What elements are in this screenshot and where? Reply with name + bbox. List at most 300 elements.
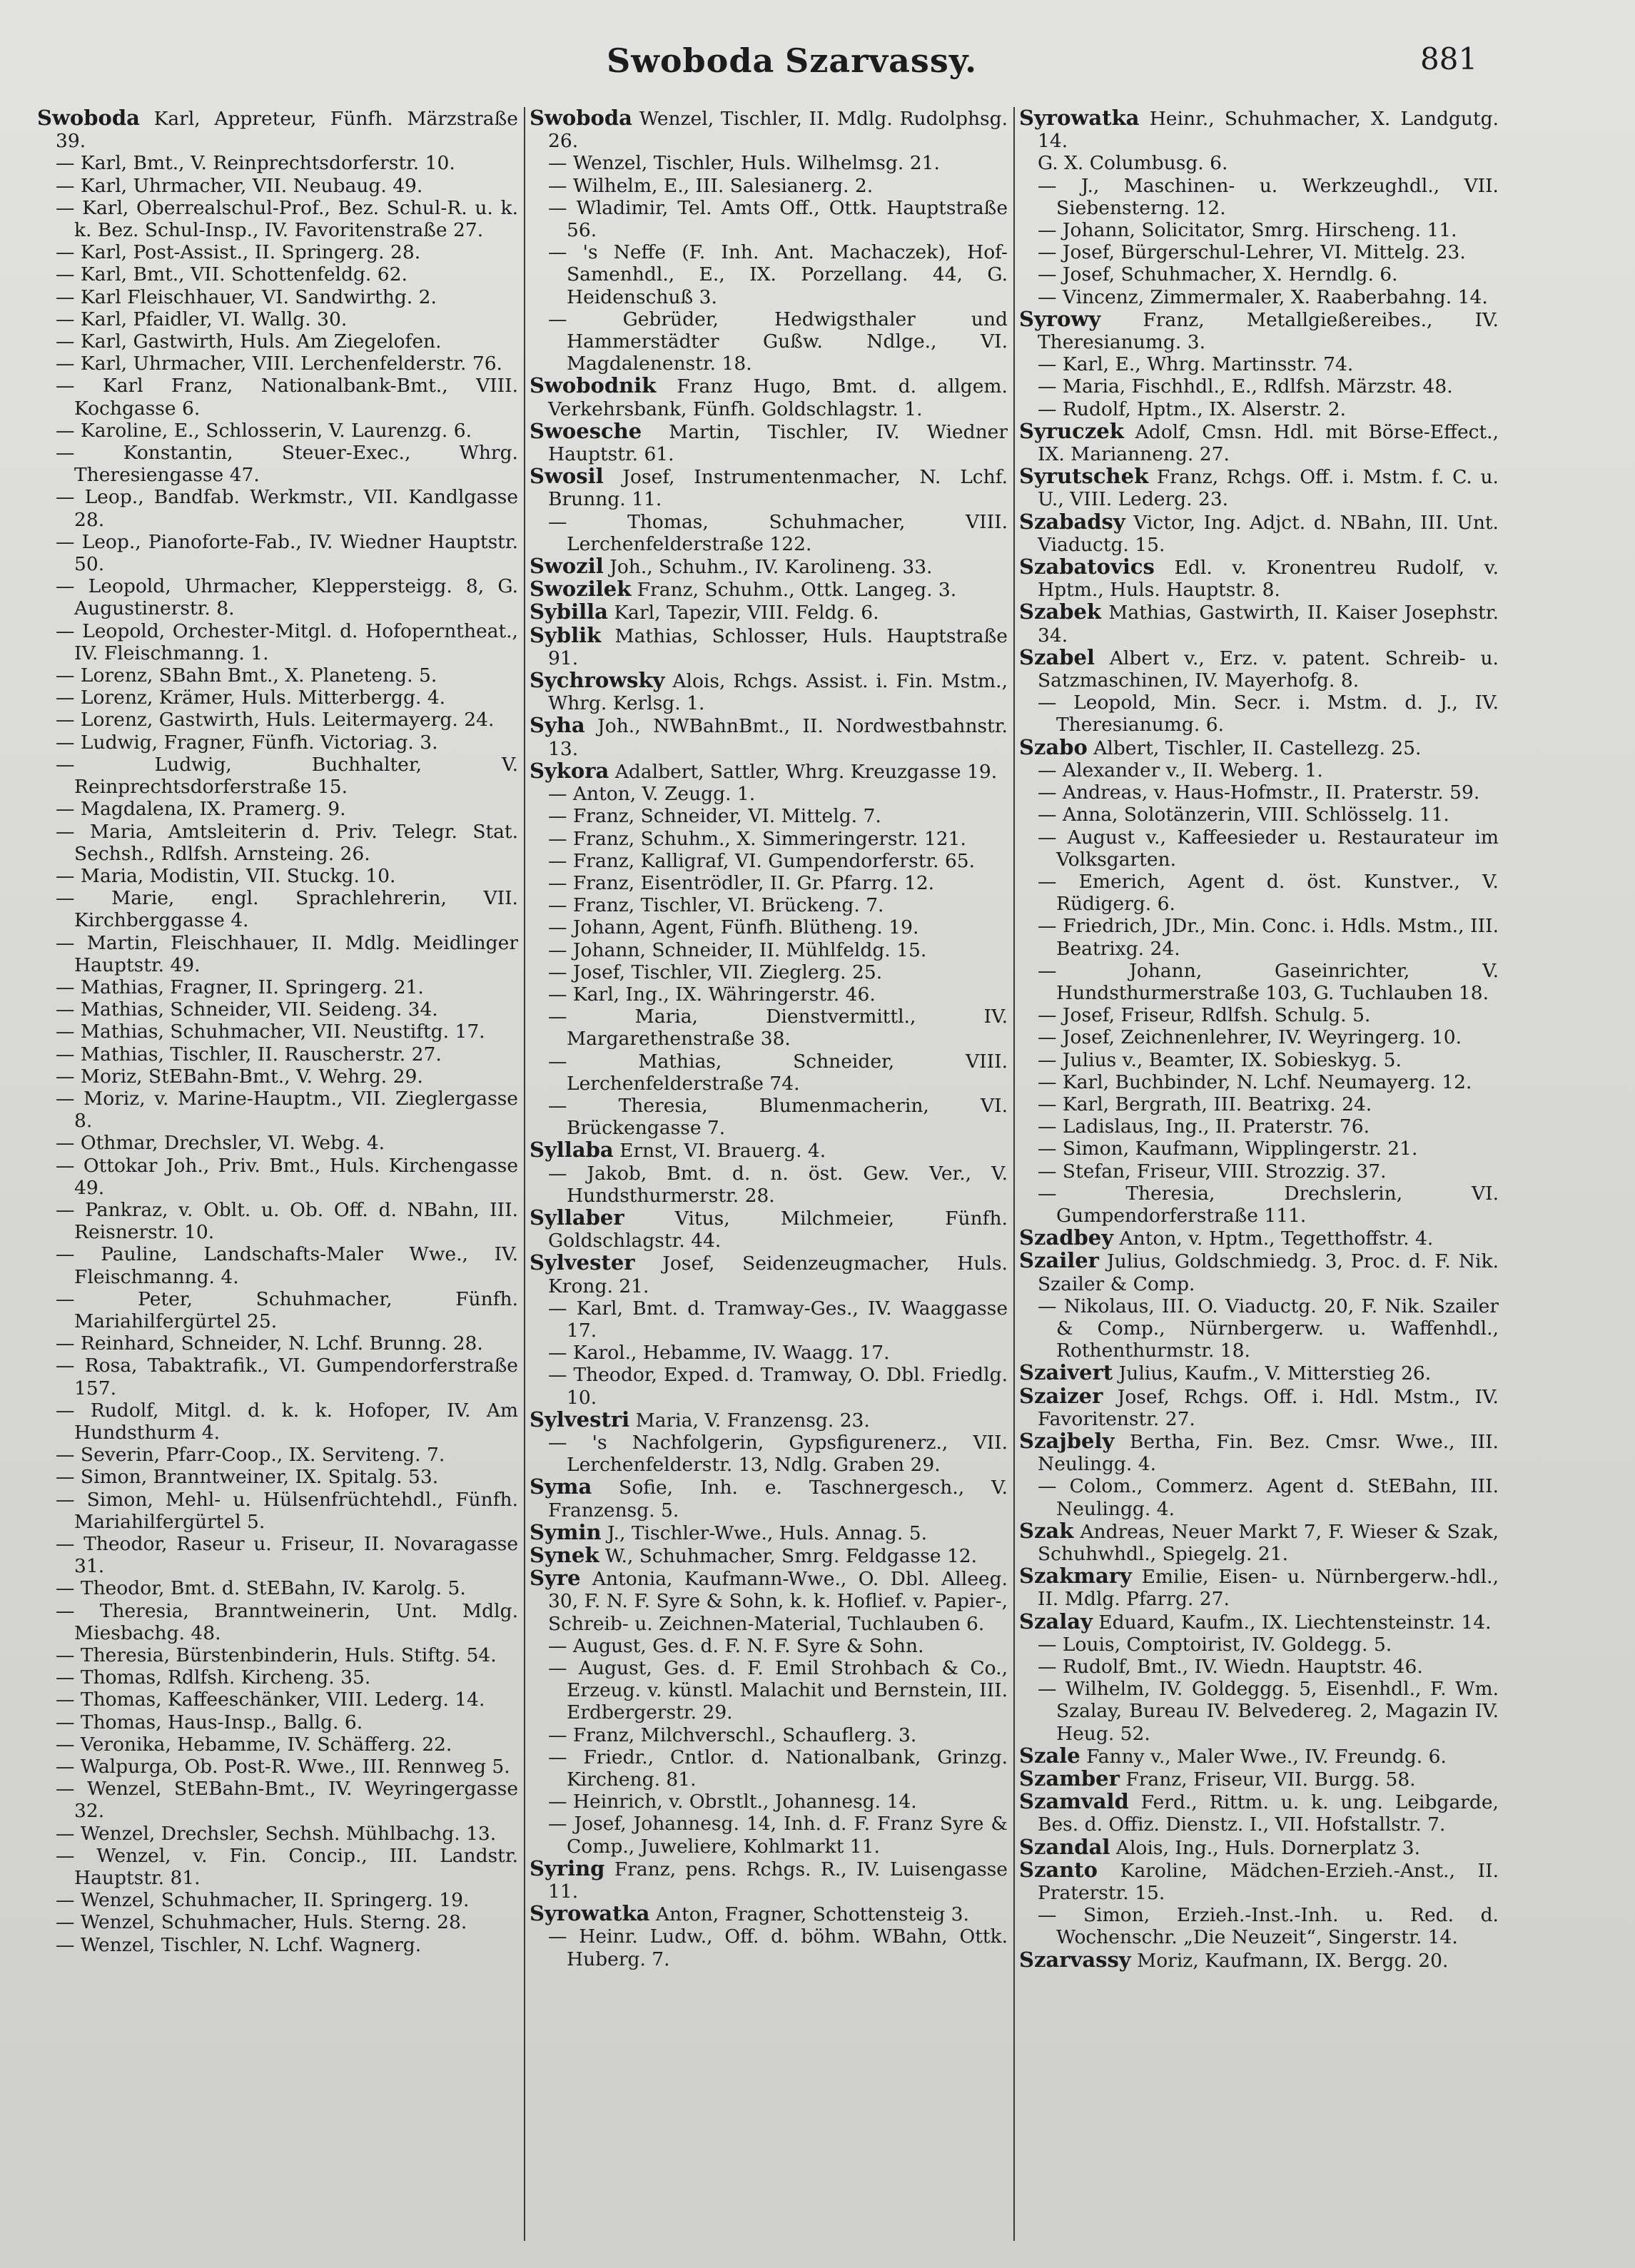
directory-entry [530, 1519, 1008, 1544]
directory-entry [1019, 1183, 1499, 1227]
entry-text: Alois, Rchgs. Assist. i. Fin. Mstm., Whrg. Kerlsg. 1. [548, 670, 1008, 715]
entry-surname: Syre [530, 1566, 581, 1591]
directory-entry [1019, 241, 1499, 263]
directory-entry [530, 420, 1008, 465]
entry-text: Antonia, Kaufmann-Wwe., O. Dbl. Alleeg. 30, F. N. F. Syre & Sohn, k. k. Hoflief. v. Papier-, Schreib- u. Zeichnen-Material, Tuchlauben 6. [548, 1568, 1008, 1635]
entry-text: — Heinr. Ludw., Off. d. böhm. WBahn, Ottk. Huberg. 7. [548, 1925, 1008, 1970]
directory-entry [1019, 465, 1499, 510]
entry-text: Franz, Metallgießereibes., IV. Theresianumg. 3. [1038, 308, 1499, 354]
directory-entry [530, 1925, 1008, 1970]
directory-entry [530, 872, 1008, 894]
entry-text: — Lorenz, Gastwirth, Huls. Leitermayerg. 24. [56, 709, 495, 731]
directory-entry [37, 531, 518, 575]
entry-surname: Swobodnik [530, 373, 657, 398]
entry-text: — Heinrich, v. Obrstlt., Johannesg. 14. [548, 1791, 917, 1813]
entry-surname: Sychrowsky [530, 668, 665, 693]
directory-entry [1019, 308, 1499, 353]
entry-text: Josef, Instrumentenmacher, N. Lchf. Brunng. 11. [548, 466, 1008, 511]
entry-surname: Syrowatka [1019, 107, 1140, 130]
entry-text: — Mathias, Fragner, II. Springerg. 21. [56, 976, 424, 998]
entry-text: — Johann, Schneider, II. Mühlfeldg. 15. [548, 938, 927, 961]
directory-entry [530, 783, 1008, 805]
entry-text: — Stefan, Friseur, VIII. Strozzig. 37. [1038, 1160, 1387, 1183]
entry-text: — Mathias, Tischler, II. Rauscherstr. 27. [56, 1043, 442, 1065]
entry-surname: Szadbey [1019, 1225, 1114, 1250]
directory-entry [1019, 511, 1499, 556]
entry-text: — August, Ges. d. F. Emil Strohbach & Co., Erzeug. v. künstl. Malachit und Bernstein, III. Erdbergerstr. 29. [548, 1657, 1008, 1724]
entry-text: — Karl, Gastwirth, Huls. Am Ziegelofen. [56, 330, 442, 353]
entry-text: — Karl, Bergrath, III. Beatrixg. 24. [1038, 1093, 1372, 1115]
entry-text: — Ludwig, Buchhalter, V. Reinprechtsdorferstraße 15. [56, 753, 518, 799]
directory-entry [530, 107, 1008, 152]
directory-entry [1019, 1026, 1499, 1048]
column-divider [1013, 107, 1015, 2241]
entry-text: Moriz, Kaufmann, IX. Bergg. 20. [1137, 1949, 1449, 1972]
directory-entry [1019, 398, 1499, 420]
entry-text: — Josef, Bürgerschul-Lehrer, VI. Mittelg. 23. [1038, 241, 1466, 264]
entry-surname: Szandal [1019, 1834, 1110, 1859]
directory-entry [530, 1163, 1008, 1207]
entry-text: — Franz, Milchverschl., Schauflerg. 3. [548, 1723, 917, 1746]
entry-text: — Marie, engl. Sprachlehrerin, VII. Kirchberggasse 4. [56, 887, 518, 932]
entry-text: — Josef, Zeichnenlehrer, IV. Weyringerg. 10. [1038, 1026, 1462, 1049]
directory-entry [1019, 692, 1499, 736]
entry-text: — Anna, Solotänzerin, VIII. Schlösselg. 11. [1038, 804, 1449, 826]
directory-entry [37, 664, 518, 687]
directory-entry [37, 486, 518, 530]
entry-text: Franz, Rchgs. Off. i. Mstm. f. C. u. U., VIII. Lederg. 23. [1038, 466, 1499, 511]
directory-entry [1019, 1745, 1499, 1768]
entry-text: — Wenzel, StEBahn-Bmt., IV. Weyringergasse 32. [56, 1778, 518, 1823]
directory-entry [530, 1476, 1008, 1521]
entry-text: Adalbert, Sattler, Whrg. Kreuzgasse 19. [614, 760, 998, 783]
directory-entry [530, 1544, 1008, 1567]
entry-text: — Leop., Pianoforte-Fab., IV. Wiedner Hauptstr. 50. [56, 530, 518, 576]
directory-entry [530, 1567, 1008, 1635]
entry-text: — Andreas, v. Haus-Hofmstr., II. Praterstr. 59. [1038, 781, 1480, 804]
directory-entry [530, 894, 1008, 916]
directory-entry [37, 887, 518, 931]
entry-text: — Theodor, Bmt. d. StEBahn, IV. Karolg. 5. [56, 1577, 466, 1600]
entry-text: Josef, Seidenzeugmacher, Huls. Krong. 21. [548, 1252, 1008, 1297]
directory-entry [1019, 1768, 1499, 1791]
directory-entry [1019, 1678, 1499, 1745]
entry-text: — Karl, Ing., IX. Währingerstr. 46. [548, 983, 876, 1006]
directory-entry [1019, 601, 1499, 646]
directory-entry [530, 578, 1008, 601]
entry-text: Emilie, Eisen- u. Nürnbergerw.-hdl., II. Mdlg. Pfarrg. 27. [1038, 1566, 1499, 1611]
entry-text: Andreas, Neuer Markt 7, F. Wieser & Szak, Schuhwhdl., Spiegelg. 21. [1038, 1520, 1499, 1565]
directory-entry [1019, 915, 1499, 959]
directory-entry [530, 1252, 1008, 1297]
directory-entry [37, 1466, 518, 1488]
directory-entry [37, 375, 518, 419]
entry-text: — Maria, Dienstvermittl., IV. Margarethenstraße 38. [548, 1006, 1008, 1051]
directory-entry [37, 241, 518, 263]
directory-entry [530, 1006, 1008, 1050]
entry-text: — August, Ges. d. F. N. F. Syre & Sohn. [548, 1634, 924, 1657]
entry-text: Sofie, Inh. e. Taschnergesch., V. Franzensg. 5. [548, 1477, 1008, 1522]
entry-surname: Syllaber [530, 1205, 624, 1230]
entry-text: Fanny v., Maler Wwe., IV. Freundg. 6. [1086, 1745, 1447, 1768]
directory-entry [37, 754, 518, 798]
entry-text: Albert, Tischler, II. Castellezg. 25. [1093, 736, 1422, 759]
directory-entry [530, 1813, 1008, 1857]
directory-entry [1019, 1836, 1499, 1859]
directory-entry [530, 465, 1008, 510]
directory-entry [1019, 1904, 1499, 1948]
entry-text: — Friedr., Cntlor. d. Nationalbank, Grinzg. Kircheng. 81. [548, 1746, 1008, 1791]
entry-surname: Szale [1019, 1743, 1080, 1768]
directory-entry [37, 821, 518, 865]
entry-text: — Maria, Amtsleiterin d. Priv. Telegr. Stat. Sechsh., Rdlfsh. Arnsteing. 26. [56, 820, 518, 865]
directory-entry [530, 961, 1008, 983]
directory-entry [37, 1711, 518, 1733]
entry-text: Josef, Rchgs. Off. i. Hdl. Mstm., IV. Favoritenstr. 27. [1038, 1385, 1499, 1430]
directory-entry [37, 1733, 518, 1756]
entry-text: J., Tischler-Wwe., Huls. Annag. 5. [607, 1522, 927, 1544]
entry-text: — Wladimir, Tel. Amts Off., Ottk. Hauptstraße 56. [548, 196, 1008, 242]
entry-surname: Symin [530, 1519, 602, 1544]
directory-entry [37, 1021, 518, 1043]
entry-text: — Josef, Friseur, Rdlfsh. Schulg. 5. [1038, 1004, 1371, 1027]
entry-text: — Peter, Schuhmacher, Fünfh. Mariahilfergürtel 25. [56, 1287, 518, 1332]
entry-text: Albert v., Erz. v. patent. Schreib- u. Satzmaschinen, IV. Mayerhofg. 8. [1038, 647, 1499, 692]
directory-entry [37, 1132, 518, 1154]
entry-text: — Franz, Schneider, VI. Mittelg. 7. [548, 805, 881, 828]
entry-text: — Josef, Johannesg. 14, Inh. d. F. Franz Syre & Comp., Juweliere, Kohlmarkt 11. [548, 1813, 1008, 1858]
entry-text: — Karl Fleischhauer, VI. Sandwirthg. 2. [56, 285, 437, 308]
entry-text: Karl, Tapezir, VIII. Feldg. 6. [614, 602, 879, 624]
entry-text: — Karl, Bmt., VII. Schottenfeldg. 62. [56, 263, 408, 286]
directory-entry [530, 1207, 1008, 1252]
directory-entry [1019, 1004, 1499, 1026]
entry-text: Ferd., Rittm. u. k. ung. Leibgarde, Bes. d. Offiz. Dienstz. I., VII. Hofstallstr. 7. [1038, 1791, 1499, 1836]
entry-text: Victor, Ing. Adjct. d. NBahn, III. Unt. Viaductg. 15. [1038, 511, 1499, 556]
entry-text: — Wenzel, Schuhmacher, Huls. Sterng. 28. [56, 1911, 467, 1934]
directory-entry [37, 1155, 518, 1199]
directory-entry [1019, 219, 1499, 241]
directory-entry [530, 1139, 1008, 1162]
entry-text: — Josef, Tischler, VII. Zieglerg. 25. [548, 961, 883, 983]
directory-entry [37, 286, 518, 308]
entry-surname: Syrowy [1019, 306, 1101, 331]
entry-surname: Synek [530, 1543, 599, 1567]
entry-text: — Ludwig, Fragner, Fünfh. Victoriag. 3. [56, 731, 438, 754]
entry-text: — Leopold, Orchester-Mitgl. d. Hofoperntheat., IV. Fleischmanng. 1. [56, 619, 518, 664]
entry-text: — Karl, Uhrmacher, VIII. Lerchenfelderstr. 76. [56, 353, 502, 375]
entry-text: — Theresia, Branntweinerin, Unt. Mdlg. Miesbachg. 48. [56, 1599, 518, 1644]
directory-entry [37, 1243, 518, 1287]
directory-entry [37, 1889, 518, 1911]
entry-text: — Thomas, Haus-Insp., Ballg. 6. [56, 1711, 363, 1733]
entry-text: — Leop., Bandfab. Werkmstr., VII. Kandlgasse 28. [56, 486, 518, 531]
entry-surname: Sylvestri [530, 1407, 630, 1432]
entry-text: — Ladislaus, Ing., II. Praterstr. 76. [1038, 1115, 1370, 1138]
directory-entry [530, 714, 1008, 759]
entry-text: Karoline, Mädchen-Erzieh.-Anst., II. Praterstr. 15. [1038, 1859, 1499, 1905]
entry-text: — Pauline, Landschafts-Maler Wwe., IV. Fleischmanng. 4. [56, 1243, 518, 1288]
entry-text: Anton, v. Hptm., Tegetthoffstr. 4. [1119, 1227, 1434, 1250]
entry-text: — Franz, Tischler, VI. Brückeng. 7. [548, 894, 884, 917]
entry-surname: Szabatovics [1019, 555, 1155, 579]
entry-text: — J., Maschinen- u. Werkzeughdl., VII. Siebensterng. 12. [1038, 174, 1499, 219]
directory-entry [37, 1065, 518, 1088]
entry-text: Martin, Tischler, IV. Wiedner Hauptstr. 61. [548, 420, 1008, 466]
entry-surname: Szabek [1019, 599, 1102, 624]
directory-entry [530, 1342, 1008, 1364]
entry-text: — Leopold, Min. Secr. i. Mstm. d. J., IV. Theresianumg. 6. [1038, 692, 1499, 736]
entry-text: Anton, Fragner, Schottensteig 3. [655, 1903, 969, 1926]
entry-text: — Mathias, Schuhmacher, VII. Neustiftg. 17. [56, 1021, 485, 1043]
directory-entry [37, 1823, 518, 1845]
entry-surname: Szajbely [1019, 1428, 1115, 1453]
entry-surname: Szabadsy [1019, 509, 1125, 534]
entry-text: — 's Nachfolgerin, Gypsfigurenerz., VII. Lerchenfelderstr. 13, Ndlg. Graben 29. [548, 1431, 1008, 1477]
directory-entry [1019, 175, 1499, 219]
entry-text: Ernst, VI. Brauerg. 4. [619, 1140, 826, 1163]
entry-text: W., Schuhmacher, Smrg. Feldgasse 12. [604, 1545, 978, 1567]
running-head-left: Swoboda [607, 41, 775, 80]
directory-entry [1019, 263, 1499, 285]
directory-entry [530, 828, 1008, 850]
entry-text: Alois, Ing., Huls. Dornerplatz 3. [1115, 1836, 1421, 1859]
entry-text: Bertha, Fin. Bez. Cmsr. Wwe., III. Neulingg. 4. [1038, 1430, 1499, 1476]
entry-surname: Swozil [530, 554, 604, 579]
directory-entry [1019, 1565, 1499, 1610]
directory-entry [37, 575, 518, 619]
entry-text: — Karl, Oberrealschul-Prof., Bez. Schul-R. u. k. k. Bez. Schul-Insp., IV. Favoritenstraße 27. [56, 196, 518, 242]
entry-text: — Konstantin, Steuer-Exec., Whrg. Theresiengasse 47. [56, 442, 518, 487]
directory-entry [1019, 375, 1499, 398]
directory-column-2 [530, 107, 1008, 2255]
entry-text: Julius, Kaufm., V. Mitterstieg 26. [1118, 1362, 1432, 1385]
directory-entry [530, 241, 1008, 308]
directory-entry [37, 1043, 518, 1065]
entry-text: — Reinhard, Schneider, N. Lchf. Brunng. 28. [56, 1332, 483, 1355]
directory-entry [37, 709, 518, 731]
directory-entry [37, 1199, 518, 1243]
entry-surname: Syha [530, 713, 585, 738]
entry-text: — Karl Franz, Nationalbank-Bmt., VIII. Kochgasse 6. [56, 375, 518, 420]
directory-entry [1019, 644, 1499, 692]
directory-entry [1019, 1520, 1499, 1565]
directory-entry [37, 263, 518, 285]
directory-entry [1019, 556, 1499, 601]
entry-text: — Friedrich, JDr., Min. Conc. i. Hdls. Mstm., III. Beatrixg. 24. [1038, 915, 1499, 960]
entry-text: — Severin, Pfarr-Coop., IX. Serviteng. 7. [56, 1444, 445, 1467]
directory-entry [1019, 804, 1499, 826]
directory-entry [530, 1903, 1008, 1925]
entry-surname: Syblik [530, 622, 602, 647]
entry-text: Adolf, Cmsn. Hdl. mit Börse-Effect., IX. Marianneng. 27. [1038, 420, 1499, 466]
entry-text: Heinr., Schuhmacher, X. Landgutg. 14. [1038, 108, 1499, 153]
entry-text: — Wenzel, v. Fin. Concip., III. Landstr. Hauptstr. 81. [56, 1844, 518, 1890]
directory-entry [37, 1666, 518, 1689]
entry-text: — Karol., Hebamme, IV. Waagg. 17. [548, 1342, 890, 1365]
directory-entry [530, 1364, 1008, 1408]
entry-text: — Karl, Buchbinder, N. Lchf. Neumayerg. 12. [1038, 1070, 1472, 1093]
entry-text: — Simon, Branntweiner, IX. Spitalg. 53. [56, 1466, 439, 1489]
directory-entry [37, 932, 518, 976]
entry-text: — Jakob, Bmt. d. n. öst. Gew. Ver., V. Hundsthurmerstr. 28. [548, 1162, 1008, 1207]
directory-entry [530, 850, 1008, 872]
directory-entry [1019, 1250, 1499, 1295]
directory-entry [37, 1577, 518, 1599]
entry-surname: Swozilek [530, 577, 632, 602]
entry-text: — Pankraz, v. Oblt. u. Ob. Off. d. NBahn, III. Reisnerstr. 10. [56, 1198, 518, 1244]
directory-entry [37, 1934, 518, 1956]
entry-surname: Szamber [1019, 1766, 1120, 1791]
entry-surname: Swoesche [530, 418, 642, 443]
directory-entry [1019, 759, 1499, 781]
column-divider [524, 107, 525, 2241]
entry-text: Edl. v. Kronentreu Rudolf, v. Hptm., Huls. Hauptstr. 8. [1038, 557, 1499, 602]
directory-entry [530, 197, 1008, 241]
directory-entry [37, 976, 518, 998]
entry-text: Vitus, Milchmeier, Fünfh. Goldschlagstr. 44. [548, 1207, 1008, 1252]
directory-entry [37, 420, 518, 442]
entry-surname: Szak [1019, 1518, 1074, 1543]
directory-entry [37, 1399, 518, 1444]
entry-text: — Mathias, Schneider, VII. Seideng. 34. [56, 998, 438, 1021]
entry-text: Mathias, Schlosser, Huls. Hauptstraße 91. [548, 624, 1008, 669]
entry-text: — Johann, Solicitator, Smrg. Hirscheng. 11. [1038, 219, 1457, 242]
entry-text: — Rudolf, Mitgl. d. k. k. Hofoper, IV. Am Hundsthurm 4. [56, 1399, 518, 1444]
entry-text: Franz, pens. Rchgs. R., IV. Luisengasse 11. [548, 1858, 1008, 1903]
directory-entry [530, 805, 1008, 827]
entry-surname: Szakmary [1019, 1564, 1132, 1589]
entry-surname: Sykora [530, 758, 609, 783]
directory-entry [1019, 1611, 1499, 1634]
directory-entry [1019, 1049, 1499, 1071]
directory-entry [37, 687, 518, 709]
entry-surname: Sylvester [530, 1250, 635, 1275]
entry-text: — Simon, Erzieh.-Inst.-Inh. u. Red. d. Wochenschr. „Die Neuzeit“, Singerstr. 14. [1038, 1904, 1499, 1949]
entry-surname: Szanto [1019, 1857, 1098, 1882]
directory-entry [530, 669, 1008, 714]
directory-entry [530, 1409, 1008, 1432]
entry-text: — Vincenz, Zimmermaler, X. Raaberbahng. 14. [1038, 285, 1488, 308]
directory-entry [530, 375, 1008, 420]
entry-text: — Walpurga, Ob. Post-R. Wwe., III. Rennweg 5. [56, 1756, 510, 1778]
entry-surname: Swoboda [37, 107, 140, 130]
directory-entry [1019, 152, 1499, 174]
directory-entry [1019, 107, 1499, 152]
directory-entry [530, 1791, 1008, 1813]
entry-text: — Josef, Schuhmacher, X. Herndlg. 6. [1038, 263, 1398, 286]
entry-text: — Wenzel, Tischler, N. Lchf. Wagnerg. [56, 1933, 422, 1956]
directory-entry [1019, 1362, 1499, 1384]
directory-entry [1019, 1071, 1499, 1093]
directory-entry [37, 1533, 518, 1577]
directory-entry [37, 1756, 518, 1778]
entry-text: — Anton, V. Zeugg. 1. [548, 783, 756, 806]
entry-text: — Johann, Agent, Fünfh. Blütheng. 19. [548, 916, 919, 939]
entry-text: — Rudolf, Bmt., IV. Wiedn. Hauptstr. 46. [1038, 1656, 1423, 1679]
entry-text: — Theodor, Exped. d. Tramway, O. Dbl. Friedlg. 10. [548, 1364, 1008, 1409]
entry-text: — Leopold, Uhrmacher, Kleppersteigg. 8, G. Augustinerstr. 8. [56, 575, 518, 620]
entry-text: — Moriz, StEBahn-Bmt., V. Wehrg. 29. [56, 1065, 423, 1088]
directory-entry [37, 152, 518, 174]
directory-entry [1019, 736, 1499, 759]
directory-entry [530, 152, 1008, 174]
directory-entry [530, 1432, 1008, 1476]
directory-entry [530, 175, 1008, 197]
entry-text: — Gebrüder, Hedwigsthaler und Hammerstädter Gußw. Ndlge., VI. Magdalenenstr. 18. [548, 308, 1008, 375]
directory-entry [37, 1088, 518, 1132]
directory-entry [37, 330, 518, 353]
entry-text: — Julius v., Beamter, IX. Sobieskyg. 5. [1038, 1048, 1402, 1071]
entry-surname: Szabel [1019, 644, 1095, 669]
entry-text: — Magdalena, IX. Pramerg. 9. [56, 798, 346, 821]
entry-text: — Maria, Fischhdl., E., Rdlfsh. Märzstr. 48. [1038, 375, 1453, 398]
entry-text: — Moriz, v. Marine-Hauptm., VII. Zieglergasse 8. [56, 1087, 518, 1133]
entry-text: — Wilhelm, E., III. Salesianerg. 2. [548, 174, 874, 197]
directory-entry [37, 1489, 518, 1533]
entry-text: — Theresia, Blumenmacherin, VI. Brückengasse 7. [548, 1094, 1008, 1140]
entry-text: — Lorenz, Krämer, Huls. Mitterbergg. 4. [56, 687, 446, 709]
directory-entry [530, 1051, 1008, 1095]
directory-entry [37, 197, 518, 241]
entry-text: — Thomas, Rdlfsh. Kircheng. 35. [56, 1666, 371, 1689]
entry-surname: Syrutschek [1019, 464, 1149, 489]
entry-text: — Alexander v., II. Weberg. 1. [1038, 759, 1323, 781]
entry-text: Joh., NWBahnBmt., II. Nordwestbahnstr. 13. [548, 715, 1008, 760]
entry-surname: Sybilla [530, 599, 608, 624]
entry-text: — Maria, Modistin, VII. Stuckg. 10. [56, 864, 396, 887]
entry-text: — Johann, Gaseinrichter, V. Hundsthurmerstraße 103, G. Tuchlauben 18. [1038, 959, 1499, 1004]
running-head-right: Szarvassy. [785, 41, 978, 80]
entry-text: Franz, Schuhm., Ottk. Langeg. 3. [637, 579, 957, 602]
entry-text: Joh., Schuhm., IV. Karolineng. 33. [609, 556, 933, 579]
entry-text: — Mathias, Schneider, VIII. Lerchenfelderstraße 74. [548, 1050, 1008, 1095]
directory-entry [1019, 960, 1499, 1004]
directory-entry [1019, 1430, 1499, 1475]
entry-text: — Wenzel, Tischler, Huls. Wilhelmsg. 21. [548, 152, 940, 175]
directory-entry [530, 624, 1008, 669]
directory-entry [1019, 353, 1499, 375]
directory-entry [1019, 420, 1499, 465]
entry-surname: Swoboda [530, 107, 632, 130]
directory-entry [530, 1746, 1008, 1791]
entry-text: — Rosa, Tabaktrafik., VI. Gumpendorferstraße 157. [56, 1355, 518, 1399]
entry-text: — Franz, Kalligraf, VI. Gumpendorferstr. 65. [548, 849, 976, 872]
entry-text: — Wilhelm, IV. Goldeggg. 5, Eisenhdl., F. Wm. Szalay, Bureau IV. Belvedereg. 2, Magazin IV. Heug. 52. [1038, 1678, 1499, 1745]
entry-text: — Othmar, Drechsler, VI. Webg. 4. [56, 1132, 385, 1155]
entry-text: — Lorenz, SBahn Bmt., X. Planeteng. 5. [56, 664, 437, 687]
entry-text: — Thomas, Kaffeeschänker, VIII. Lederg. 14. [56, 1689, 485, 1711]
directory-entry [530, 1724, 1008, 1746]
entry-surname: Szamvald [1019, 1789, 1129, 1814]
entry-surname: Syrowatka [530, 1901, 650, 1926]
directory-entry [530, 1297, 1008, 1342]
directory-entry [37, 1332, 518, 1355]
directory-entry [37, 107, 518, 152]
directory-entry [1019, 1791, 1499, 1836]
directory-entry [37, 353, 518, 375]
directory-column-1 [37, 107, 518, 2255]
entry-surname: Syruczek [1019, 418, 1124, 443]
directory-column-3 [1019, 107, 1499, 2255]
entry-text: Mathias, Gastwirth, II. Kaiser Josephstr. 34. [1038, 602, 1499, 647]
directory-entry [37, 731, 518, 754]
entry-surname: Szarvassy [1019, 1947, 1131, 1972]
directory-entry [37, 175, 518, 197]
entry-text: Julius, Goldschmiedg. 3, Proc. d. F. Nik. Szailer & Comp. [1038, 1250, 1499, 1295]
entry-text: — 's Neffe (F. Inh. Ant. Machaczek), Hof-Samenhdl., E., IX. Porzellang. 44, G. Heidenschuß 3. [548, 241, 1008, 308]
entry-surname: Swosil [530, 464, 604, 489]
